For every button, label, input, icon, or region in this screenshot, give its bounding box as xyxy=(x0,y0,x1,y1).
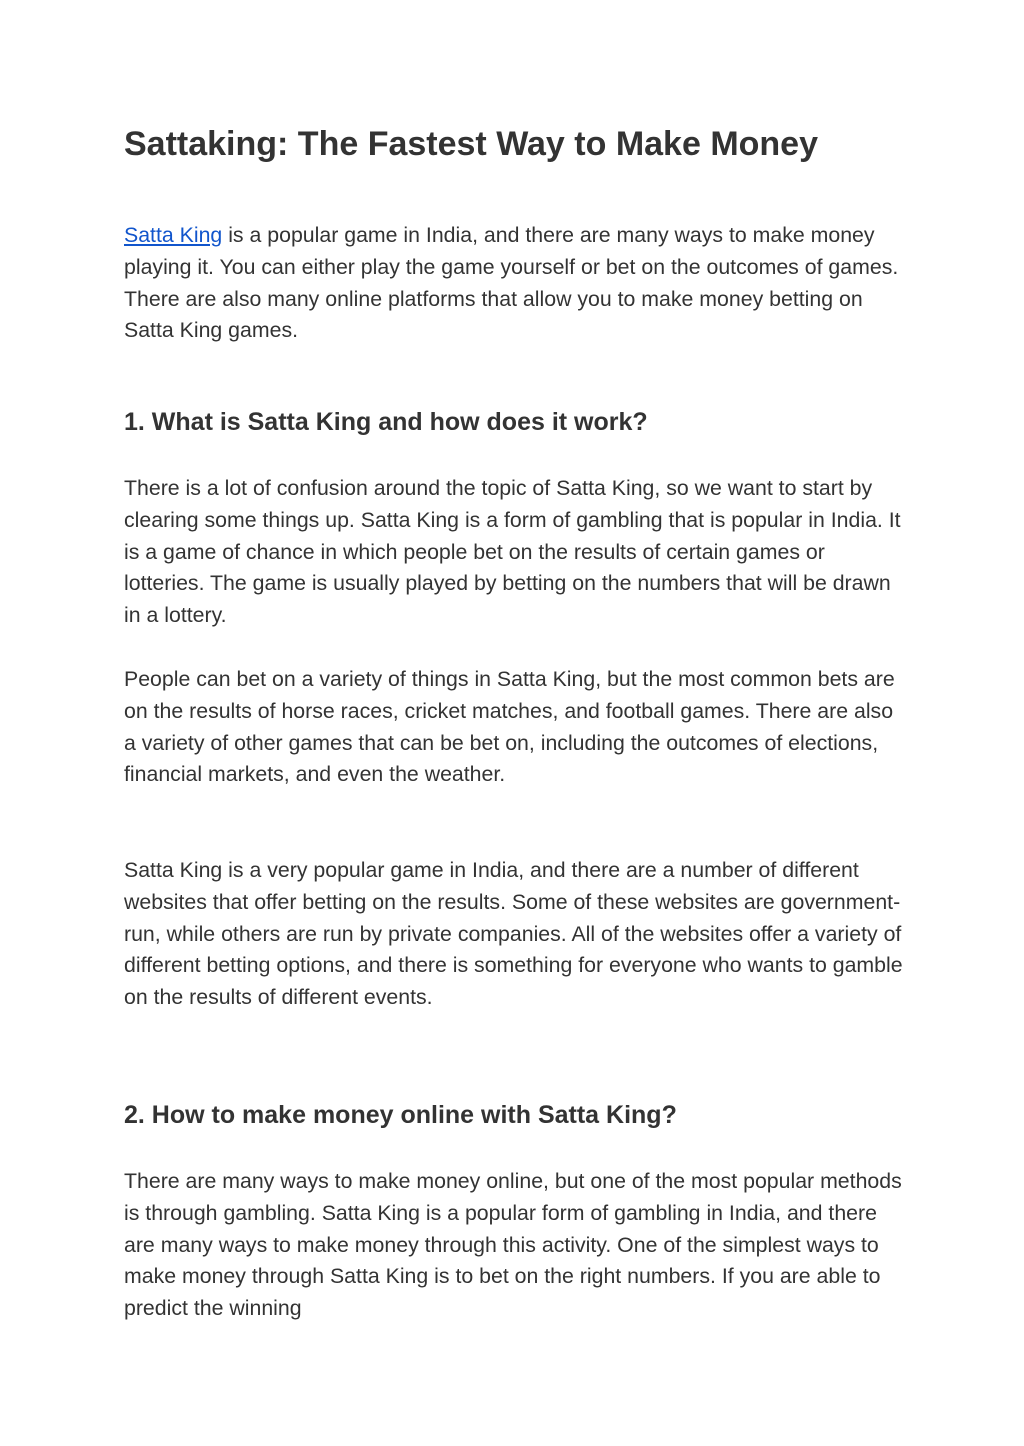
section-1-paragraph-2: People can bet on a variety of things in Satta King, but the most common bets are on the results of horse races, cricket matches, and football games. There are also a variety of other games that can be bet on, including the outcomes of elections, financial markets, and even the weather. xyxy=(124,667,895,787)
satta-king-link[interactable]: Satta King xyxy=(124,223,223,247)
section-2-heading: 2. How to make money online with Satta King? xyxy=(124,1101,677,1129)
page-title: Sattaking: The Fastest Way to Make Money xyxy=(124,125,818,163)
intro-text: is a popular game in India, and there are many ways to make money playing it. You can either play the game yourself or bet on the outcomes of games. There are also many online platforms that allow you to make money betting on Satta King games. xyxy=(124,223,899,343)
section-2-paragraph-1: There are many ways to make money online, but one of the most popular methods is through gambling. Satta King is a popular form of gambling in India, and there are many ways to make money through this activity. One of the simplest ways to make money through Satta King is to bet on the right numbers. If you are able to predict the winning xyxy=(124,1169,902,1321)
section-1-paragraph-3: Satta King is a very popular game in India, and there are a number of different websites that offer betting on the results. Some of these websites are government-run, while others are run by private companies. All of the websites offer a variety of different betting options, and there is something for everyone who wants to gamble on the results of different events. xyxy=(124,858,903,1010)
section-1-paragraph-1: There is a lot of confusion around the topic of Satta King, so we want to start by clearing some things up. Satta King is a form of gambling that is popular in India. It is a game of chance in which people bet on the results of certain games or lotteries. The game is usually played by betting on the numbers that will be drawn in a lottery. xyxy=(124,476,901,628)
intro-paragraph xyxy=(124,220,904,347)
section-1-heading: 1. What is Satta King and how does it work? xyxy=(124,408,648,436)
